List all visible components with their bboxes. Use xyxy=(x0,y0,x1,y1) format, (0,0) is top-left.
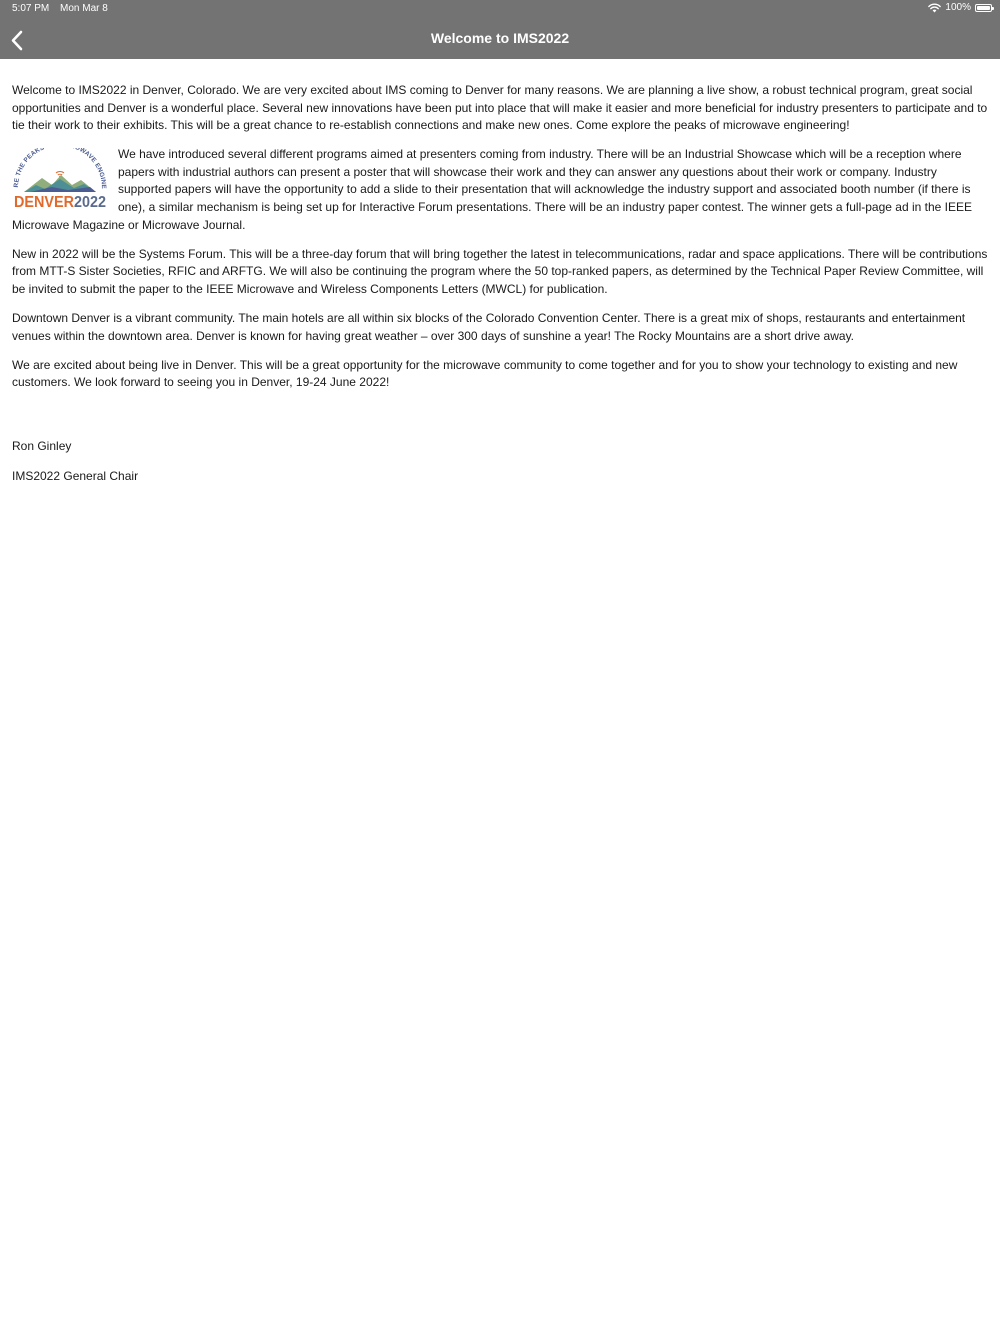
ims2022-denver-logo xyxy=(12,148,108,210)
paragraph-downtown-denver: Downtown Denver is a vibrant community. The main hotels are all within six blocks of the Colorado Convention Center. There is a great mix of shops, restaurants and entertainment venues within the downtown area. Denver is known for having great weather – over 300 days of sunshine a year! The Rocky Mountains are a short drive away. xyxy=(12,311,966,343)
logo-wordmark xyxy=(14,194,106,210)
signature-spacer xyxy=(12,403,988,438)
nav-bar xyxy=(0,18,1000,59)
status-right xyxy=(928,2,992,13)
status-bar xyxy=(0,0,1000,18)
logo-arc-text: RE THE PEAKS OWAVE ENGINE xyxy=(12,148,108,190)
paragraph-intro: Welcome to IMS2022 in Denver, Colorado. We are very excited about IMS coming to Denver for many reasons. We are planning a live show, a robust technical program, great social opportunities and Denver is a wonderful place. Several new innovations have been put into place that will make it easier and more beneficial for industry presenters to participate and to tie their work to their exhibits. This will be a great chance to re-establish connections and make new ones. Come explore the peaks of microwave engineering! xyxy=(12,83,988,133)
battery-icon xyxy=(975,4,992,12)
article-content xyxy=(12,82,988,485)
paragraph-closing: We are excited about being live in Denver. This will be a great opportunity for the microwave community to come together and for you to show your technology to existing and new customers. We look forward to seeing you in Denver, 19-24 June 2022! xyxy=(12,357,958,390)
paragraph-systems-forum: New in 2022 will be the Systems Forum. This will be a three-day forum that will bring together the latest in telecommunications, radar and space applications. There will be contributions from MTT-S Sister Societies, RFIC and ARFTG. We will also be continuing the program where the 50 top-ranked papers, as determined by the Technical Paper Review Committee, will be invited to submit the paper to the IEEE Microwave and Wireless Components Letters (MWCL) for publication. xyxy=(12,246,988,296)
status-left xyxy=(12,3,108,14)
wifi-icon xyxy=(928,3,941,13)
status-time: 5:07 PM xyxy=(12,3,50,14)
page-title: Welcome to IMS2022 xyxy=(430,30,570,46)
logo-year-text: 2022 xyxy=(73,194,108,211)
signature-title: IMS2022 General Chair xyxy=(12,468,139,483)
battery-percent: 100% xyxy=(945,2,971,13)
paragraph-industry-programs: We have introduced several different programs aimed at presenters coming from industry. There will be an Industrial Showcase which will be a reception where papers with industrial authors can present a poster that will showcase their work and they can answer any questions about their work or company. Industry supported papers will have the opportunity to add a slide to their presentation that will acknowledge the industry support and associated booth number (if there is one), a similar mechanism is being set up for Interactive Forum presentations. There will be an industry paper contest. The winner gets a full-page ad in the IEEE Microwave Magazine or Microwave Journal. xyxy=(12,147,972,232)
signature-name: Ron Ginley xyxy=(12,439,72,454)
logo-denver-text: DENVER xyxy=(14,194,79,211)
status-date: Mon Mar 8 xyxy=(60,3,108,14)
